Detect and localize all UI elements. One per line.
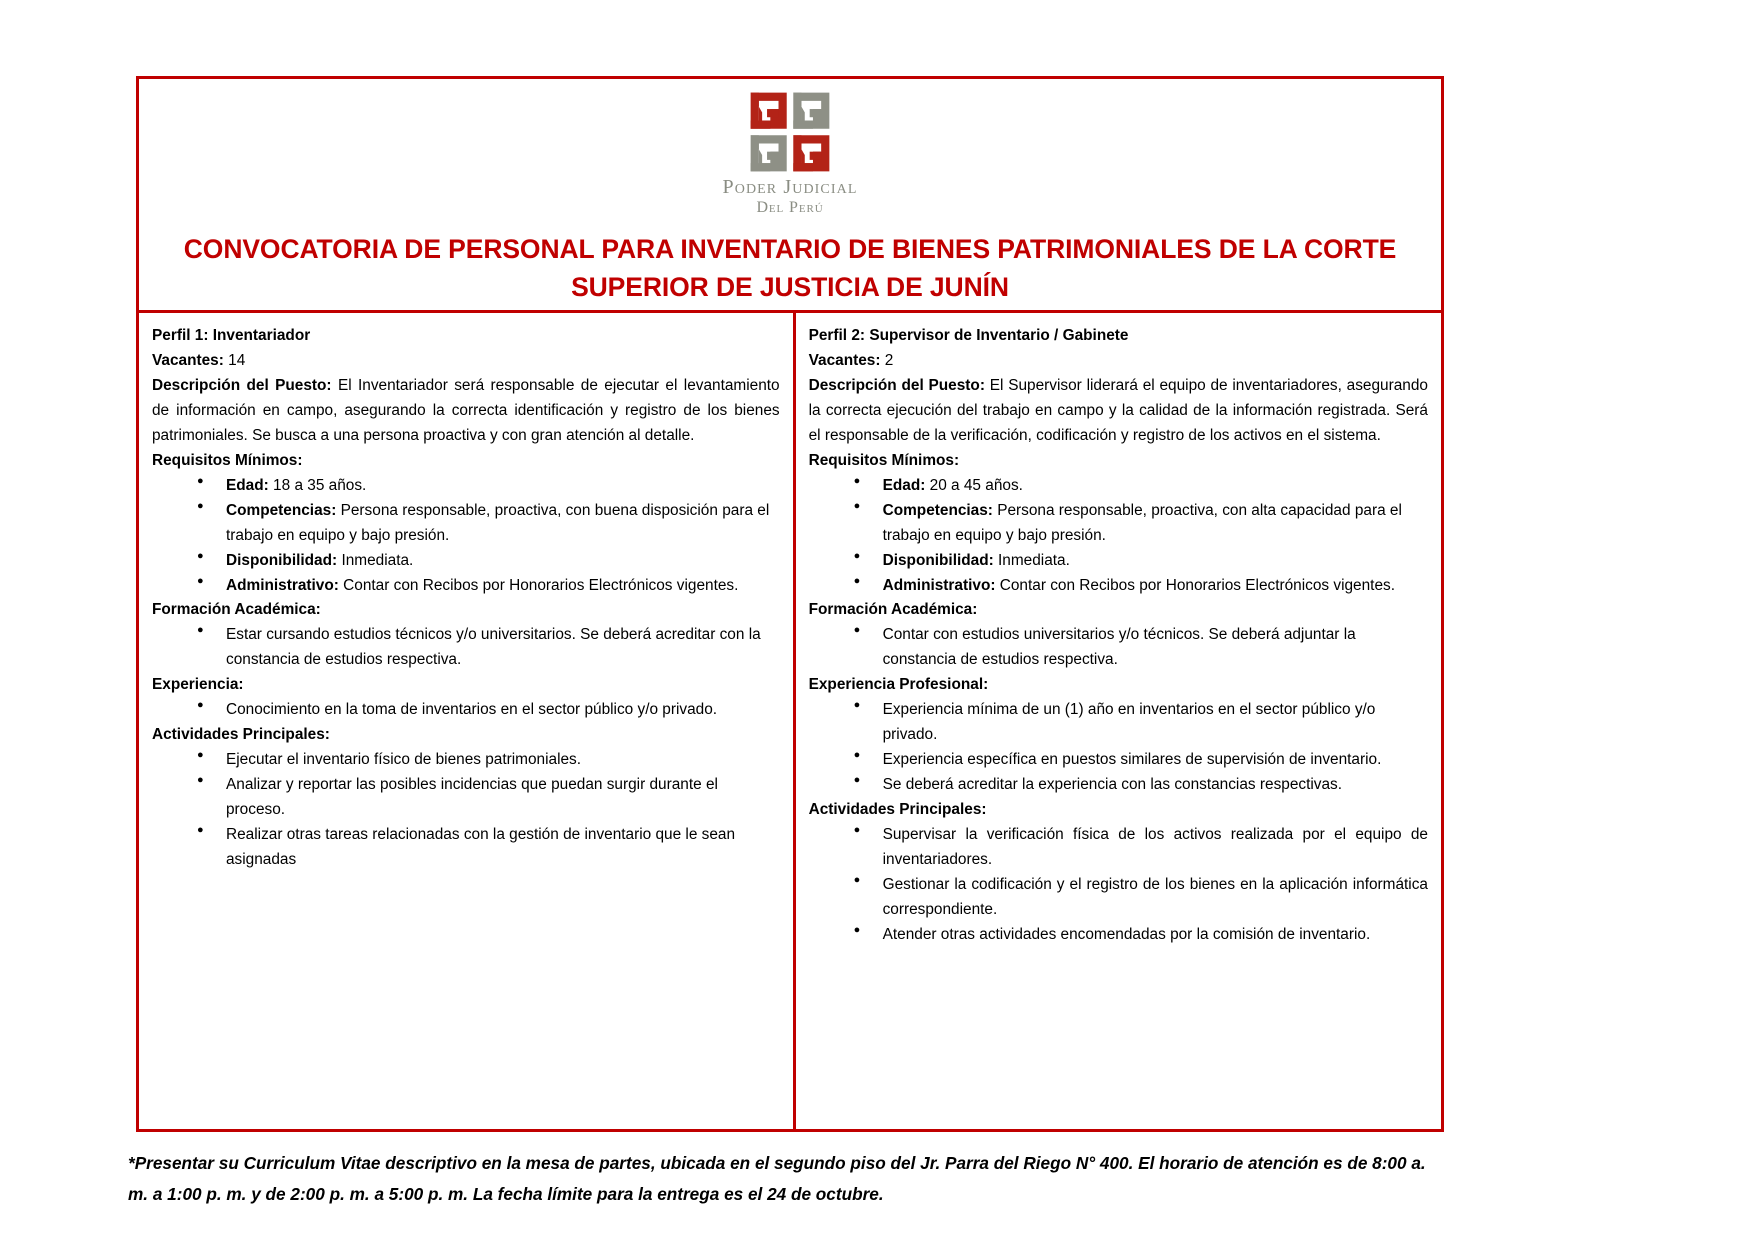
section-title: Requisitos Mínimos: <box>152 451 303 469</box>
profile-heading: Perfil 1: Inventariador <box>152 327 311 344</box>
profile-column-2 <box>793 313 1441 1129</box>
poder-judicial-logo-icon <box>749 91 831 173</box>
item-text: Inmediata. <box>998 551 1070 569</box>
section-title: Actividades Principales: <box>808 801 987 819</box>
item-text: Experiencia mínima de un (1) año en inventarios en el sector público y/o privado. <box>882 701 1376 744</box>
vacantes-label: Vacantes: <box>152 351 224 369</box>
item-label: Administrativo: <box>882 576 996 594</box>
vacantes-value: 2 <box>884 351 894 369</box>
list-item <box>809 823 1428 873</box>
item-label: Edad: <box>226 476 269 494</box>
descripcion-label: Descripción del Puesto: <box>152 376 332 394</box>
item-label: Competencias: <box>882 501 993 519</box>
list-item <box>809 574 1428 599</box>
section-title: Experiencia: <box>152 676 244 694</box>
item-text: Ejecutar el inventario físico de bienes patrimoniales. <box>226 751 582 769</box>
item-label: Competencias: <box>226 501 337 519</box>
vacantes-line <box>152 349 780 374</box>
list-item <box>152 499 780 549</box>
section-title: Actividades Principales: <box>152 726 330 744</box>
list-item <box>152 823 780 873</box>
item-text: Realizar otras tareas relacionadas con la gestión de inventario que le sean asignadas <box>226 826 736 869</box>
section-list <box>809 623 1428 673</box>
list-item <box>809 499 1428 549</box>
item-text: 20 a 45 años. <box>929 476 1023 494</box>
item-text: Supervisar la verificación física de los activos realizada por el equipo de inventariadores. <box>882 826 1428 869</box>
item-text: Gestionar la codificación y el registro de los bienes en la aplicación informática correspondiente. <box>882 875 1428 918</box>
item-text: Atender otras actividades encomendadas por la comisión de inventario. <box>882 925 1371 943</box>
descripcion-puesto <box>152 374 780 449</box>
item-label: Edad: <box>882 476 926 494</box>
vacantes-line <box>809 349 1428 374</box>
item-text: Experiencia específica en puestos similares de supervisión de inventario. <box>882 751 1382 769</box>
vacantes-label: Vacantes: <box>808 351 881 369</box>
item-text: Persona responsable, proactiva, con alta capacidad para el trabajo en equipo y bajo presión. <box>882 501 1402 544</box>
item-text: Analizar y reportar las posibles incidencias que puedan surgir durante el proceso. <box>226 776 718 819</box>
item-text: 18 a 35 años. <box>273 476 367 494</box>
footer-note: *Presentar su Curriculum Vitae descriptivo en la mesa de partes, ubicada en el segundo piso del Jr. Parra del Riego N° 400. El horario de atención es de 8:00 a. m. a 1:00 p. m. y de 2:00 p. m. a 5:00 p. m. La fecha límite para la entrega es el 24 de octubre. <box>128 1153 1426 1204</box>
profile-column-1 <box>139 313 793 1129</box>
item-text: Conocimiento en la toma de inventarios en el sector público y/o privado. <box>226 701 718 719</box>
profiles-container <box>139 313 1441 1129</box>
item-label: Disponibilidad: <box>882 551 994 569</box>
item-text: Inmediata. <box>341 551 414 569</box>
section-title: Formación Académica: <box>152 601 321 619</box>
section-title: Formación Académica: <box>808 601 978 619</box>
list-item <box>152 623 780 673</box>
item-label: Administrativo: <box>226 576 339 594</box>
section-list <box>152 623 780 673</box>
list-item <box>809 923 1428 948</box>
list-item <box>152 773 780 823</box>
institution-logo <box>723 91 858 217</box>
item-text: Contar con Recibos por Honorarios Electrónicos vigentes. <box>343 576 739 594</box>
content-frame <box>136 76 1444 1132</box>
logo-wordmark-line2: Del Perú <box>756 199 824 216</box>
header-band <box>139 79 1441 313</box>
descripcion-label: Descripción del Puesto: <box>808 376 985 394</box>
section-title: Requisitos Mínimos: <box>808 451 960 469</box>
section-list <box>809 823 1428 948</box>
logo-wordmark-line1: Poder Judicial <box>722 176 858 198</box>
item-text: Se deberá acreditar la experiencia con las constancias respectivas. <box>882 776 1342 794</box>
list-item <box>152 698 780 723</box>
list-item <box>809 698 1428 748</box>
item-text: Contar con estudios universitarios y/o técnicos. Se deberá adjuntar la constancia de estudios respectiva. <box>882 626 1356 669</box>
list-item <box>152 574 780 599</box>
list-item <box>809 474 1428 499</box>
item-text: Contar con Recibos por Honorarios Electrónicos vigentes. <box>999 576 1395 594</box>
section-list <box>809 698 1428 798</box>
list-item <box>809 773 1428 798</box>
list-item <box>152 474 780 499</box>
section-list <box>809 474 1428 599</box>
section-list <box>152 698 780 723</box>
profile-heading: Perfil 2: Supervisor de Inventario / Gabinete <box>808 327 1129 344</box>
vacantes-value: 14 <box>228 351 246 369</box>
list-item <box>809 873 1428 923</box>
item-text: Persona responsable, proactiva, con buena disposición para el trabajo en equipo y bajo presión. <box>226 501 770 544</box>
section-title: Experiencia Profesional: <box>808 676 989 694</box>
list-item <box>809 549 1428 574</box>
list-item <box>152 748 780 773</box>
section-list <box>152 474 780 599</box>
list-item <box>809 748 1428 773</box>
list-item <box>152 549 780 574</box>
page-title: CONVOCATORIA DE PERSONAL PARA INVENTARIO DE BIENES PATRIMONIALES DE LA CORTE SUPERIOR DE JUSTICIA DE JUNÍN <box>183 234 1397 303</box>
section-list <box>152 748 780 873</box>
descripcion-text: El Inventariador será responsable de ejecutar el levantamiento de información en campo, asegurando la correcta identificación y registro de los bienes patrimoniales. Se busca a una persona proactiva y con gran atención al detalle. <box>152 376 780 444</box>
item-text: Estar cursando estudios técnicos y/o universitarios. Se deberá acreditar con la constancia de estudios respectiva. <box>226 626 761 669</box>
item-label: Disponibilidad: <box>226 551 338 569</box>
descripcion-puesto <box>809 374 1428 449</box>
descripcion-text: El Supervisor liderará el equipo de inventariadores, asegurando la correcta ejecución del trabajo en campo y la calidad de la información registrada. Será el responsable de la verificación, codificación y registro de los activos en el sistema. <box>808 376 1428 444</box>
list-item <box>809 623 1428 673</box>
